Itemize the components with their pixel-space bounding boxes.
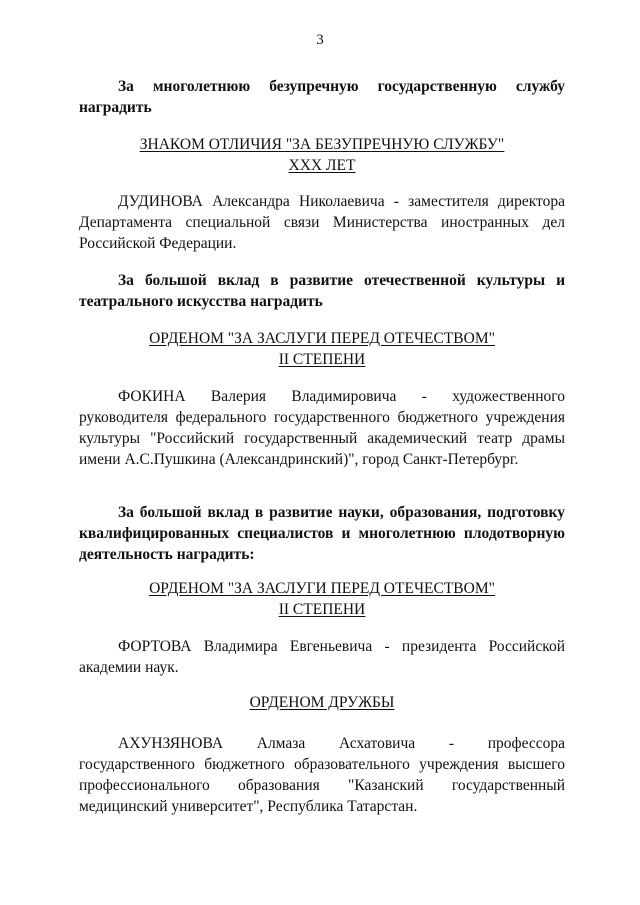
- section-2-award-line-2: II СТЕПЕНИ: [278, 351, 366, 368]
- section-4-recipient: АХУНЗЯНОВА Алмаза Асхатовича - профессора государственного бюджетного образовательного учреждения высшего профессионального образования "Казанский государственный медицинский университет", Республика Татарстан.: [79, 735, 565, 815]
- section-1-award: [79, 134, 565, 176]
- section-2-award-line-1: ОРДЕНОМ "ЗА ЗАСЛУГИ ПЕРЕД ОТЕЧЕСТВОМ": [149, 330, 495, 347]
- section-3-recipient: ФОРТОВА Владимира Евгеньевича - президента Российской академии наук.: [79, 638, 565, 676]
- section-2-award: [79, 328, 565, 370]
- section-3-award: [79, 578, 565, 620]
- section-1-recipient: ДУДИНОВА Александра Николаевича - заместителя директора Департамента специальной связи Министерства иностранных дел Российской Федерации.: [79, 193, 565, 252]
- section-3-heading: За большой вклад в развитие науки, образования, подготовку квалифицированных специалистов и многолетнюю плодотворную деятельность наградить:: [79, 504, 565, 563]
- section-2-recipient: ФОКИНА Валерия Владимировича - художественного руководителя федерального государственного бюджетного учреждения культуры "Российский государственный академический театр драмы имени А.С.Пушкина (Александринский)", город Санкт-Петербург.: [79, 388, 565, 468]
- section-2-heading: За большой вклад в развитие отечественной культуры и театрального искусства наградить: [79, 272, 565, 310]
- section-1-award-line-1: ЗНАКОМ ОТЛИЧИЯ "ЗА БЕЗУПРЕЧНУЮ СЛУЖБУ": [139, 136, 505, 153]
- section-4-award-line-1: ОРДЕНОМ ДРУЖБЫ: [249, 694, 395, 711]
- section-1-heading: За многолетнюю безупречную государственную службу наградить: [79, 78, 565, 116]
- section-1-award-line-2: ХХХ ЛЕТ: [288, 157, 356, 174]
- page-number: 3: [316, 32, 324, 48]
- section-3-award-line-1: ОРДЕНОМ "ЗА ЗАСЛУГИ ПЕРЕД ОТЕЧЕСТВОМ": [149, 580, 495, 597]
- section-4-award: [79, 692, 565, 713]
- section-3-award-line-2: II СТЕПЕНИ: [278, 601, 366, 618]
